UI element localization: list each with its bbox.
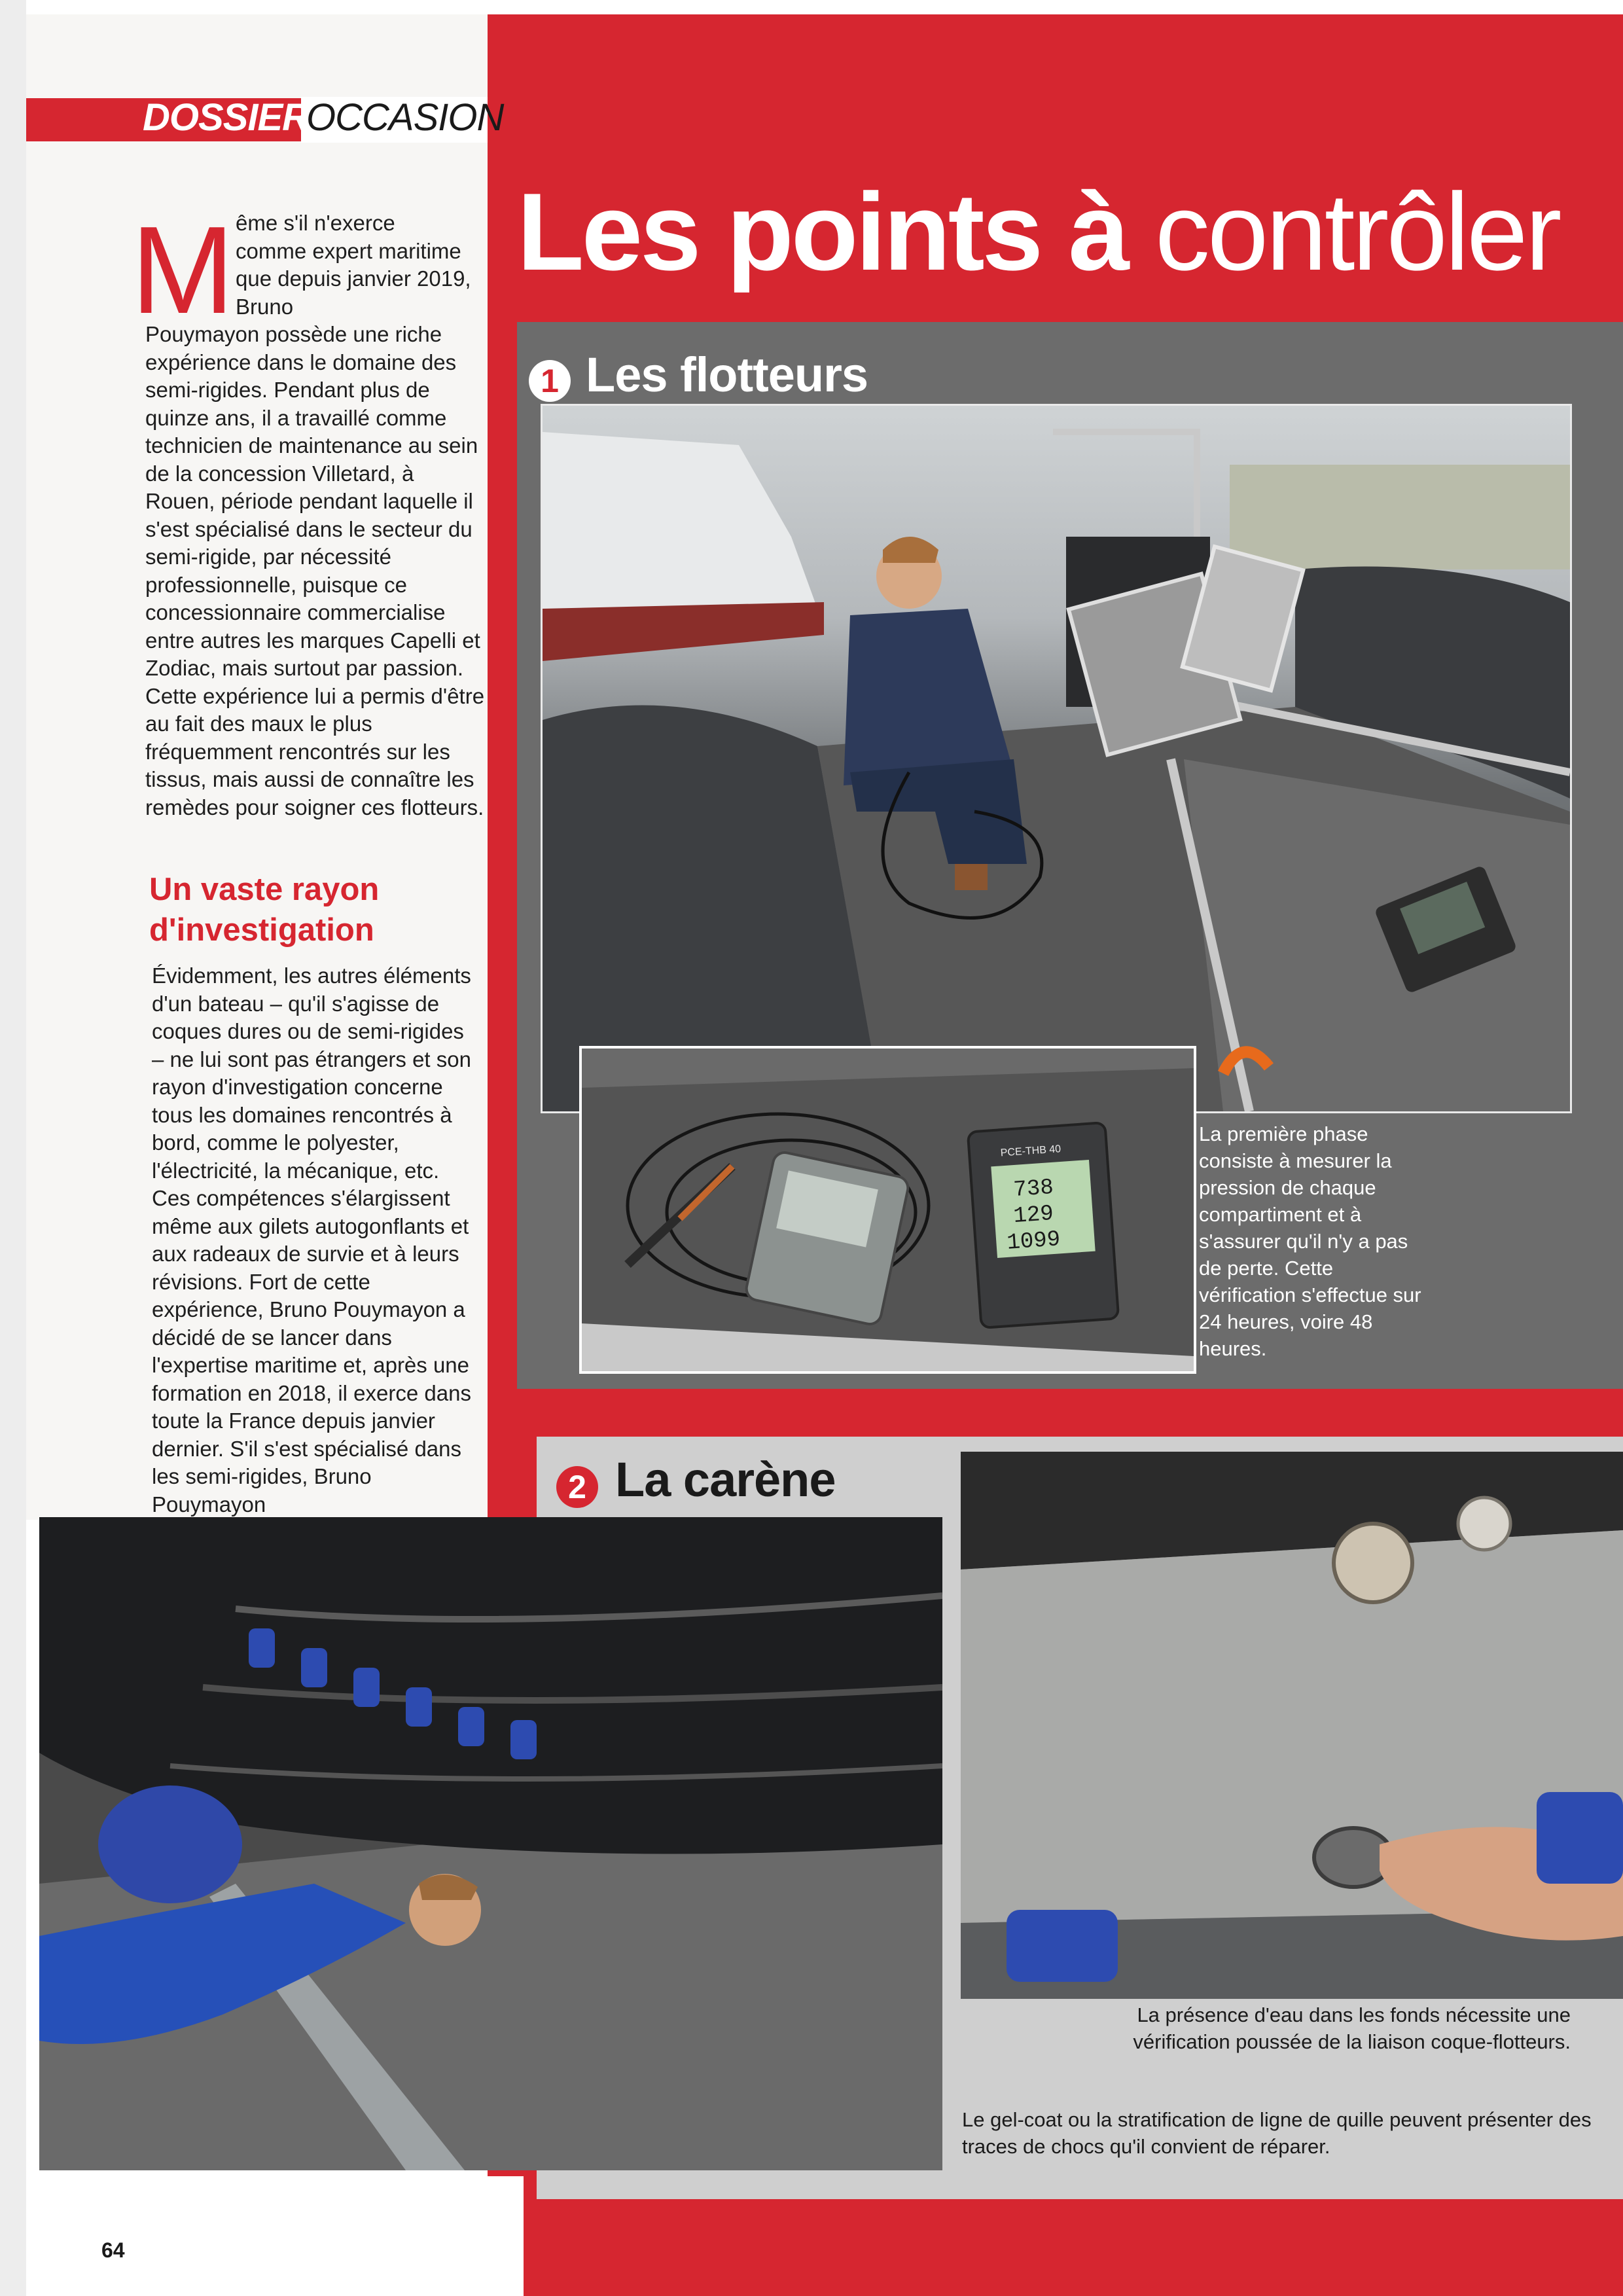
section-label: DOSSIER	[143, 96, 310, 139]
section-2-number: 2	[556, 1466, 598, 1508]
body-paragraph: Évidemment, les autres éléments d'un bateau – qu'il s'agisse de coques dures ou de semi-rigides – ne lui sont pas étrangers et son rayon d'investigation concerne tous les domaines rencontrés à bord, comme le polyester, l'électricité, la mécanique, etc. Ces compétences s'élargissent même aux gilets autogonflants et aux radeaux de survie et à leurs révisions. Fort de cette expérience, Bruno Pouymayon a décidé de se lancer dans l'expertise maritime et, après une formation en 2018, il exerce dans toute la France depuis janvier dernier. S'il s'est spécialisé dans les semi-rigides, Bruno Pouymayon	[152, 963, 471, 1516]
title-bold: Les points à	[517, 170, 1128, 293]
page-title	[517, 170, 1560, 293]
section-1-number: 1	[529, 360, 571, 402]
device-reading-3: 1099	[1006, 1227, 1061, 1256]
scan-edge	[0, 0, 26, 2296]
drop-cap: M	[131, 201, 235, 340]
page-number: 64	[101, 2238, 125, 2262]
photo-drain-plug	[961, 1452, 1623, 1999]
subsection-label: OCCASION	[306, 96, 504, 139]
intro-lead: ême s'il n'exerce comme expert maritime que depuis janvier 2019, Bruno	[236, 211, 471, 319]
device-reading-1: 738	[1012, 1175, 1055, 1204]
footer-white-area	[26, 2176, 524, 2296]
section-2-title: La carène	[615, 1452, 836, 1507]
section-2-caption-right: La présence d'eau dans les fonds nécessite une vérification poussée de la liaison coque-flotteurs.	[1133, 2003, 1571, 2053]
photo-measuring-devices	[579, 1046, 1196, 1374]
section-1-caption: La première phase consiste à mesurer la pression de chaque compartiment et à s'assurer qu'il n'y a pas de perte. Cette vérification s'effectue sur 24 heures, voire 48 heures.	[1199, 1122, 1421, 1360]
intro-paragraph: Pouymayon possède une riche expérience dans le domaine des semi-rigides. Pendant plus de quinze ans, il a travaillé comme technicien de maintenance au sein de la concession Villetard, à Rouen, période pendant laquelle il s'est spécialisé dans le secteur du semi-rigide, par nécessité professionnelle, puisque ce concessionnaire commercialise entre autres les marques Capelli et Zodiac, mais surtout par passion. Cette expérience lui a permis d'être au fait des maux le plus fréquemment rencontrés sur les tissus, mais aussi de connaître les remèdes pour soigner ces flotteurs.	[145, 322, 485, 819]
device-brand: PCE-THB 40	[1000, 1143, 1061, 1159]
device-reading-2: 129	[1012, 1201, 1055, 1230]
title-light: contrôler	[1154, 170, 1560, 293]
section-2-caption-left: Le gel-coat ou la stratification de ligne de quille peuvent présenter des traces de chocs qu'il convient de réparer.	[962, 2108, 1592, 2158]
section-1-title: Les flotteurs	[586, 348, 868, 402]
photo-inspector-on-boat	[541, 404, 1572, 1113]
photo-hull-inspection	[39, 1517, 942, 2170]
subheading: Un vaste rayon d'investigation	[149, 872, 380, 948]
